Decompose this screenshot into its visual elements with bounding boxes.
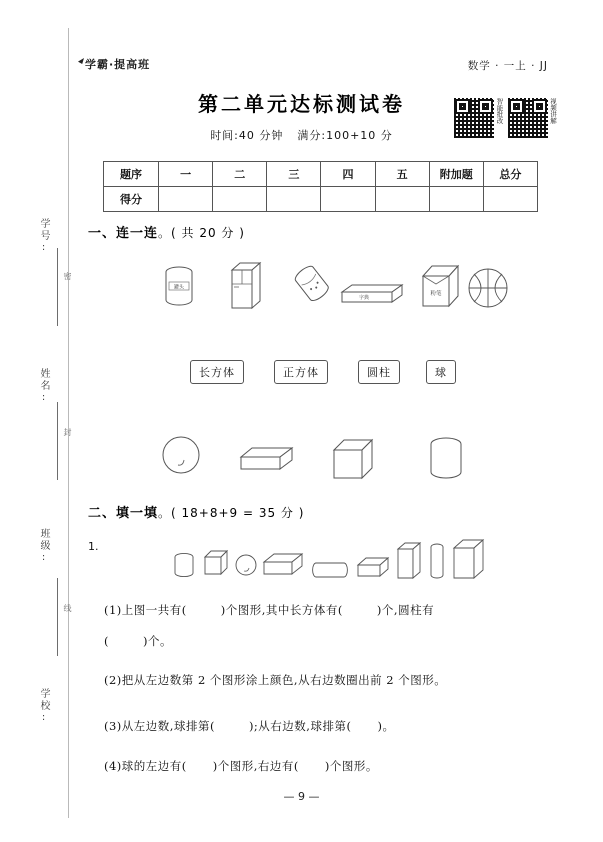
score-cell-2[interactable] [213, 187, 267, 212]
q1-shape-sphere [234, 552, 258, 578]
section-2-heading [88, 502, 304, 521]
q1-shape-cylinder-upright [172, 550, 196, 580]
col-header-bonus: 附加题 [429, 162, 483, 187]
score-cell-1[interactable] [159, 187, 213, 212]
margin-field-name: 姓名: [38, 368, 49, 405]
q1-4-text-b: )个图形,右边有( [212, 759, 299, 773]
col-header-5: 五 [375, 162, 429, 187]
section-1-points: 。( 共 20 分 ) [158, 226, 245, 240]
row-header-score: 得分 [104, 187, 159, 212]
object-tilted-can [290, 262, 336, 308]
brand-tick-icon [78, 58, 84, 64]
section-2-points: 。( 18+8+9 = 35 分 ) [158, 506, 305, 520]
margin-field-student-id: 学号: [38, 218, 49, 255]
col-header-2: 二 [213, 162, 267, 187]
q1-shape-cuboid-big [452, 536, 488, 582]
seal-mark-mi: 密 [63, 272, 72, 280]
svg-text:字典: 字典 [358, 295, 370, 301]
brand-logo [78, 56, 150, 72]
q1-item-1-line-1 [104, 602, 434, 618]
question-number-1: 1. [88, 540, 99, 553]
q1-shape-cube [203, 548, 229, 578]
subject-line: 数学 · 一上 · JJ [467, 60, 548, 72]
q1-shape-cylinder-thin [428, 541, 446, 581]
q1-item-1-line-2 [104, 633, 172, 649]
score-cell-3[interactable] [267, 187, 321, 212]
shape-cube [330, 436, 376, 482]
margin-vertical-rule [68, 28, 69, 818]
col-header-1: 一 [159, 162, 213, 187]
object-refrigerator [228, 260, 262, 310]
shape-sphere [160, 434, 202, 476]
score-cell-bonus[interactable] [429, 187, 483, 212]
page-title: 第二单元达标测试卷 [198, 92, 405, 116]
object-tin-can [162, 264, 196, 308]
q1-shape-cylinder-lying [310, 561, 352, 579]
pill-cube[interactable]: 正方体 [274, 360, 328, 384]
q1-shape-cuboid-wide [262, 551, 306, 579]
q1-3-text-a: (3)从左边数,球排第( [104, 719, 215, 733]
margin-field-class: 班级: [38, 528, 49, 565]
brand-text: 学霸·提高班 [85, 58, 151, 71]
q1-1b-text-b: )个。 [143, 634, 172, 648]
score-cell-5[interactable] [375, 187, 429, 212]
qr-code-icon[interactable] [453, 97, 495, 139]
section-1-heading [88, 222, 245, 241]
q1-shape-cuboid-tall [396, 540, 424, 582]
pill-cuboid[interactable]: 长方体 [190, 360, 244, 384]
q1-1-text-c: )个,圆柱有 [376, 603, 435, 617]
qr-code-icon[interactable] [507, 97, 549, 139]
seal-mark-xian: 线 [63, 604, 72, 612]
margin-field-school: 学校: [38, 688, 49, 725]
q1-item-4 [104, 758, 378, 774]
svg-text:罐头: 罐头 [173, 284, 185, 291]
section-1-title-text: 一、连一连 [88, 226, 159, 241]
svg-text:粉笔: 粉笔 [430, 291, 442, 297]
seal-segment-2 [57, 402, 58, 480]
full-score: 满分:100+10 分 [297, 129, 393, 142]
col-header-4: 四 [321, 162, 375, 187]
object-chalk-box [418, 262, 464, 310]
pill-sphere[interactable]: 球 [426, 360, 456, 384]
qr-video-explain[interactable] [507, 97, 557, 139]
q1-1b-text-a: ( [104, 634, 109, 648]
score-cell-total[interactable] [483, 187, 537, 212]
section-2-title-text: 二、填一填 [88, 506, 159, 521]
col-header-total: 总分 [483, 162, 537, 187]
q1-3-text-c: )。 [377, 719, 395, 733]
qr-label-video-explain: 视频讲解 [549, 98, 557, 124]
q1-1-text-a: (1)上图一共有( [104, 603, 187, 617]
qr-smart-grading[interactable] [453, 97, 503, 139]
seal-mark-feng: 封 [63, 428, 72, 436]
qr-label-smart-grading: 智能批改 [495, 98, 504, 124]
object-basketball [466, 266, 510, 310]
col-header-3: 三 [267, 162, 321, 187]
page-number: — 9 — [283, 790, 320, 803]
q1-1-text-b: )个图形,其中长方体有( [220, 603, 343, 617]
row-header-question: 题序 [104, 162, 159, 187]
seal-segment-3 [57, 578, 58, 656]
q1-item-2: (2)把从左边数第 2 个图形涂上颜色,从右边数圈出前 2 个图形。 [104, 673, 447, 687]
score-table [103, 161, 538, 212]
table-row-scores [104, 187, 538, 212]
q1-item-3 [104, 718, 394, 734]
q1-3-text-b: );从右边数,球排第( [248, 719, 352, 733]
q1-4-text-c: )个图形。 [324, 759, 378, 773]
q1-4-text-a: (4)球的左边有( [104, 759, 187, 773]
shape-cylinder [425, 434, 467, 482]
object-book-box [340, 282, 406, 308]
q1-shape-cuboid-small [356, 555, 392, 581]
pill-cylinder[interactable]: 圆柱 [358, 360, 400, 384]
score-cell-4[interactable] [321, 187, 375, 212]
qr-code-group [453, 97, 556, 139]
seal-segment-1 [57, 248, 58, 326]
time-limit: 时间:40 分钟 [210, 129, 284, 142]
table-row-headers [104, 162, 538, 187]
shape-cuboid [238, 445, 298, 475]
